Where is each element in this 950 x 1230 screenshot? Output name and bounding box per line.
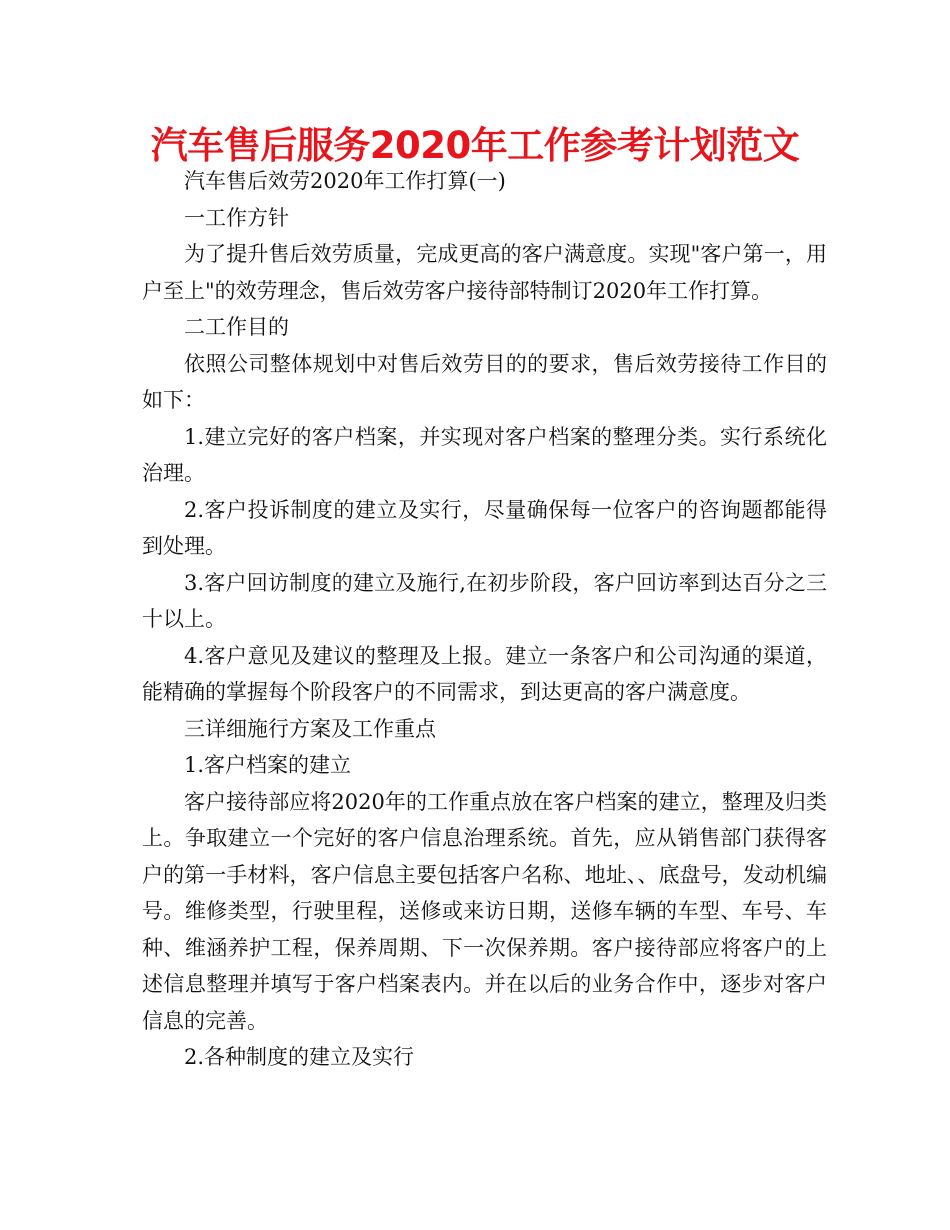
- document-body: [142, 163, 827, 1076]
- heading-plan-one: 汽车售后效劳2020年工作打算(一): [184, 169, 506, 193]
- goal-item-1: 1.建立完好的客户档案，并实现对客户档案的整理分类。实行系统化治理。: [142, 424, 827, 485]
- goal-item-4: 4.客户意见及建议的整理及上报。建立一条客户和公司沟通的渠道，能精确的掌握每个阶段客户的不同需求，到达更高的客户满意度。: [142, 643, 827, 704]
- subheading-customer-archive: 1.客户档案的建立: [184, 753, 352, 777]
- section-heading-policy: 一工作方针: [184, 205, 289, 230]
- paragraph-policy: 为了提升售后效劳质量，完成更高的客户满意度。实现"客户第一，用户至上"的效劳理念，售后效劳客户接待部特制订2020年工作打算。: [142, 242, 827, 303]
- section-heading-implementation: 三详细施行方案及工作重点: [184, 716, 436, 741]
- goal-item-3: 3.客户回访制度的建立及施行,在初步阶段，客户回访率到达百分之三十以上。: [142, 570, 827, 631]
- goal-item-2: 2.客户投诉制度的建立及实行，尽量确保每一位客户的咨询题都能得到处理。: [142, 497, 827, 558]
- subheading-systems: 2.各种制度的建立及实行: [184, 1045, 415, 1069]
- section-heading-goals: 二工作目的: [184, 315, 289, 339]
- document-title: 汽车售后服务2020年工作参考计划范文: [150, 124, 800, 167]
- paragraph-customer-archive: 客户接待部应将2020年的工作重点放在客户档案的建立，整理及归类上。争取建立一个完好的客户信息治理系统。首先，应从销售部门获得客户的第一手材料，客户信息主要包括客户名称、地址、、底盘号，发动机编号。维修类型，行驶里程，送修或来访日期，送修车辆的车型、车号、车种、维涵养护工程，保养周期、下一次保养期。客户接待部应将客户的上述信息整理并填写于客户档案表内。并在以后的业务合作中，逐步对客户信息的完善。: [142, 789, 827, 1033]
- paragraph-goals-intro: 依照公司整体规划中对售后效劳目的的要求，售后效劳接待工作目的如下：: [142, 351, 827, 412]
